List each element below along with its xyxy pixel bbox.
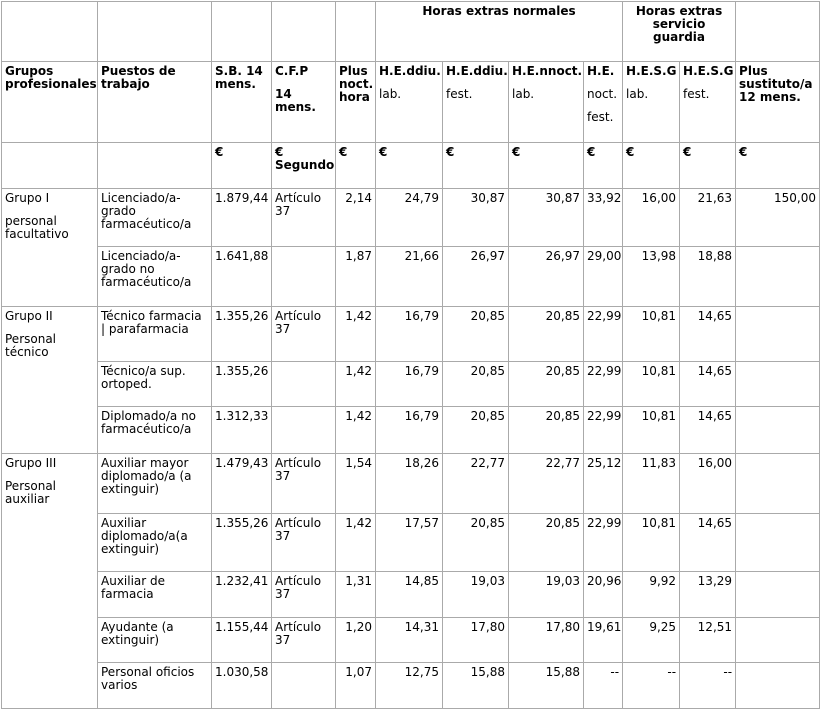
header-cfp <box>272 62 336 143</box>
header-hen-fest <box>584 62 623 143</box>
hesg-fest-cell: -- <box>680 663 736 709</box>
hesg-fest-cell: 13,29 <box>680 572 736 618</box>
header-hen-lab-sub: lab. <box>512 87 535 101</box>
header-horas-extras-normales: Horas extras normales <box>376 2 623 62</box>
header-cfp-mens: 14 mens. <box>275 87 316 114</box>
table-row <box>2 454 820 514</box>
header-hed-fest <box>443 62 509 143</box>
plus-noct-cell: 1,87 <box>336 247 376 307</box>
plus-noct-cell: 1,54 <box>336 454 376 514</box>
hesg-fest-cell: 12,51 <box>680 618 736 663</box>
hed-lab-cell: 21,66 <box>376 247 443 307</box>
hesg-fest-cell: 16,00 <box>680 454 736 514</box>
unit-euro: € <box>623 143 680 189</box>
header-horas-extras-guardia: Horas extras servicio guardia <box>623 2 736 62</box>
empty-unit-cell <box>98 143 212 189</box>
sb-cell: 1.355,26 <box>212 514 272 572</box>
header-hen-lab-title: H.E.nnoct. <box>512 64 583 78</box>
hen-fest-cell: 22,99 <box>584 307 623 362</box>
empty-header-cell <box>2 2 98 62</box>
header-hed-lab-sub: lab. <box>379 87 402 101</box>
puesto-cell: Diplomado/a no farmacéutico/a <box>98 407 212 454</box>
hed-fest-cell: 17,80 <box>443 618 509 663</box>
group-name: Grupo III <box>5 456 57 470</box>
hed-lab-cell: 16,79 <box>376 307 443 362</box>
cfp-cell: Artículo 37 <box>272 572 336 618</box>
puesto-cell: Auxiliar de farmacia <box>98 572 212 618</box>
empty-header-cell <box>98 2 212 62</box>
plus-sustituto-cell <box>736 514 820 572</box>
hed-fest-cell: 30,87 <box>443 189 509 247</box>
hesg-lab-cell: 10,81 <box>623 407 680 454</box>
hesg-lab-cell: 10,81 <box>623 514 680 572</box>
hen-lab-cell: 20,85 <box>509 514 584 572</box>
header-hesg-fest <box>680 62 736 143</box>
unit-euro: € <box>443 143 509 189</box>
hed-fest-cell: 20,85 <box>443 307 509 362</box>
hesg-fest-cell: 18,88 <box>680 247 736 307</box>
empty-header-cell <box>336 2 376 62</box>
header-hesg-fest-sub: fest. <box>683 87 710 101</box>
header-hen-fest-sub: noct. <box>587 87 618 101</box>
plus-noct-cell: 2,14 <box>336 189 376 247</box>
hen-fest-cell: 22,99 <box>584 407 623 454</box>
salary-table <box>1 1 820 709</box>
table-row <box>2 514 820 572</box>
table-row <box>2 618 820 663</box>
table-row <box>2 572 820 618</box>
plus-sustituto-cell <box>736 307 820 362</box>
header-sb: S.B. 14 mens. <box>212 62 272 143</box>
header-hed-fest-title: H.E.ddiu. <box>446 64 508 78</box>
hesg-fest-cell: 14,65 <box>680 307 736 362</box>
unit-cfp: € Segundo <box>272 143 336 189</box>
cfp-cell: Artículo 37 <box>272 514 336 572</box>
group-cell <box>2 189 98 307</box>
group-name: Grupo I <box>5 191 50 205</box>
hen-fest-cell: 29,00 <box>584 247 623 307</box>
header-grupos: Grupos profesionales <box>2 62 98 143</box>
plus-noct-cell: 1,42 <box>336 362 376 407</box>
sb-cell: 1.879,44 <box>212 189 272 247</box>
puesto-cell: Ayudante (a extinguir) <box>98 618 212 663</box>
plus-sustituto-cell: 150,00 <box>736 189 820 247</box>
sb-cell: 1.312,33 <box>212 407 272 454</box>
hed-fest-cell: 20,85 <box>443 407 509 454</box>
hed-lab-cell: 17,57 <box>376 514 443 572</box>
plus-sustituto-cell <box>736 572 820 618</box>
hesg-lab-cell: -- <box>623 663 680 709</box>
table-row <box>2 407 820 454</box>
hesg-lab-cell: 10,81 <box>623 362 680 407</box>
unit-euro: € <box>509 143 584 189</box>
hed-fest-cell: 20,85 <box>443 514 509 572</box>
sb-cell: 1.641,88 <box>212 247 272 307</box>
group-description: Personal técnico <box>5 332 57 359</box>
header-plus-sustituto: Plus sustituto/a 12 mens. <box>736 62 820 143</box>
plus-sustituto-cell <box>736 407 820 454</box>
sb-cell: 1.479,43 <box>212 454 272 514</box>
sb-cell: 1.355,26 <box>212 362 272 407</box>
cfp-cell: Artículo 37 <box>272 454 336 514</box>
header-hed-lab <box>376 62 443 143</box>
empty-header-cell <box>272 2 336 62</box>
puesto-cell: Licenciado/a-grado no farmacéutico/a <box>98 247 212 307</box>
header-hesg-fest-title: H.E.S.G <box>683 64 734 78</box>
sb-cell: 1.232,41 <box>212 572 272 618</box>
hed-lab-cell: 24,79 <box>376 189 443 247</box>
header-hen-fest-sub2: fest. <box>587 110 614 124</box>
puesto-cell: Licenciado/a-grado farmacéutico/a <box>98 189 212 247</box>
hen-fest-cell: 22,99 <box>584 362 623 407</box>
hen-lab-cell: 22,77 <box>509 454 584 514</box>
header-hed-lab-title: H.E.ddiu. <box>379 64 441 78</box>
hesg-fest-cell: 14,65 <box>680 514 736 572</box>
sb-cell: 1.030,58 <box>212 663 272 709</box>
table-row <box>2 247 820 307</box>
puesto-cell: Técnico farmacia | parafarmacia <box>98 307 212 362</box>
column-header-row <box>2 62 820 143</box>
puesto-cell: Técnico/a sup. ortoped. <box>98 362 212 407</box>
group-description: Personal auxiliar <box>5 479 57 506</box>
hed-lab-cell: 14,85 <box>376 572 443 618</box>
header-puestos: Puestos de trabajo <box>98 62 212 143</box>
plus-noct-cell: 1,42 <box>336 514 376 572</box>
empty-header-cell <box>212 2 272 62</box>
unit-euro: € <box>336 143 376 189</box>
hed-fest-cell: 22,77 <box>443 454 509 514</box>
table-row <box>2 663 820 709</box>
hed-lab-cell: 14,31 <box>376 618 443 663</box>
cfp-cell <box>272 407 336 454</box>
plus-noct-cell: 1,42 <box>336 307 376 362</box>
sb-cell: 1.355,26 <box>212 307 272 362</box>
plus-sustituto-cell <box>736 663 820 709</box>
unit-euro: € <box>584 143 623 189</box>
hen-fest-cell: -- <box>584 663 623 709</box>
group-cell <box>2 454 98 709</box>
hen-lab-cell: 26,97 <box>509 247 584 307</box>
plus-noct-cell: 1,07 <box>336 663 376 709</box>
plus-sustituto-cell <box>736 247 820 307</box>
hed-lab-cell: 16,79 <box>376 407 443 454</box>
cfp-cell <box>272 362 336 407</box>
plus-sustituto-cell <box>736 618 820 663</box>
hesg-lab-cell: 9,92 <box>623 572 680 618</box>
hen-fest-cell: 33,92 <box>584 189 623 247</box>
units-row <box>2 143 820 189</box>
hed-lab-cell: 12,75 <box>376 663 443 709</box>
unit-euro: € <box>680 143 736 189</box>
hed-fest-cell: 19,03 <box>443 572 509 618</box>
group-name: Grupo II <box>5 309 53 323</box>
hen-lab-cell: 20,85 <box>509 307 584 362</box>
header-hen-lab <box>509 62 584 143</box>
header-cfp-label: C.F.P <box>275 64 309 78</box>
hed-lab-cell: 18,26 <box>376 454 443 514</box>
cfp-cell <box>272 247 336 307</box>
hesg-lab-cell: 9,25 <box>623 618 680 663</box>
hesg-lab-cell: 13,98 <box>623 247 680 307</box>
table-row <box>2 362 820 407</box>
hesg-fest-cell: 14,65 <box>680 362 736 407</box>
cfp-cell: Artículo 37 <box>272 307 336 362</box>
plus-sustituto-cell <box>736 454 820 514</box>
plus-noct-cell: 1,20 <box>336 618 376 663</box>
empty-header-cell <box>736 2 820 62</box>
group-cell <box>2 307 98 454</box>
hed-lab-cell: 16,79 <box>376 362 443 407</box>
hen-lab-cell: 30,87 <box>509 189 584 247</box>
hesg-fest-cell: 21,63 <box>680 189 736 247</box>
hen-lab-cell: 17,80 <box>509 618 584 663</box>
plus-sustituto-cell <box>736 362 820 407</box>
hen-lab-cell: 20,85 <box>509 407 584 454</box>
hen-lab-cell: 20,85 <box>509 362 584 407</box>
table-row <box>2 307 820 362</box>
hen-fest-cell: 22,99 <box>584 514 623 572</box>
cfp-cell: Artículo 37 <box>272 189 336 247</box>
hen-fest-cell: 25,12 <box>584 454 623 514</box>
plus-noct-cell: 1,31 <box>336 572 376 618</box>
plus-noct-cell: 1,42 <box>336 407 376 454</box>
hed-fest-cell: 26,97 <box>443 247 509 307</box>
unit-euro: € <box>212 143 272 189</box>
header-hesg-lab <box>623 62 680 143</box>
hen-fest-cell: 20,96 <box>584 572 623 618</box>
hesg-fest-cell: 14,65 <box>680 407 736 454</box>
header-hen-fest-title: H.E. <box>587 64 615 78</box>
puesto-cell: Auxiliar mayor diplomado/a (a extinguir) <box>98 454 212 514</box>
table-row <box>2 189 820 247</box>
empty-unit-cell <box>2 143 98 189</box>
hesg-lab-cell: 10,81 <box>623 307 680 362</box>
cfp-cell <box>272 663 336 709</box>
hesg-lab-cell: 11,83 <box>623 454 680 514</box>
header-hesg-lab-sub: lab. <box>626 87 649 101</box>
super-header-row <box>2 2 820 62</box>
header-hesg-lab-title: H.E.S.G <box>626 64 677 78</box>
hed-fest-cell: 20,85 <box>443 362 509 407</box>
cfp-cell: Artículo 37 <box>272 618 336 663</box>
hen-lab-cell: 15,88 <box>509 663 584 709</box>
header-plus-noct: Plus noct. hora <box>336 62 376 143</box>
group-description: personal facultativo <box>5 214 69 241</box>
header-hed-fest-sub: fest. <box>446 87 473 101</box>
sb-cell: 1.155,44 <box>212 618 272 663</box>
unit-euro: € <box>376 143 443 189</box>
hesg-lab-cell: 16,00 <box>623 189 680 247</box>
unit-euro: € <box>736 143 820 189</box>
hen-fest-cell: 19,61 <box>584 618 623 663</box>
hen-lab-cell: 19,03 <box>509 572 584 618</box>
puesto-cell: Auxiliar diplomado/a(a extinguir) <box>98 514 212 572</box>
hed-fest-cell: 15,88 <box>443 663 509 709</box>
puesto-cell: Personal oficios varios <box>98 663 212 709</box>
